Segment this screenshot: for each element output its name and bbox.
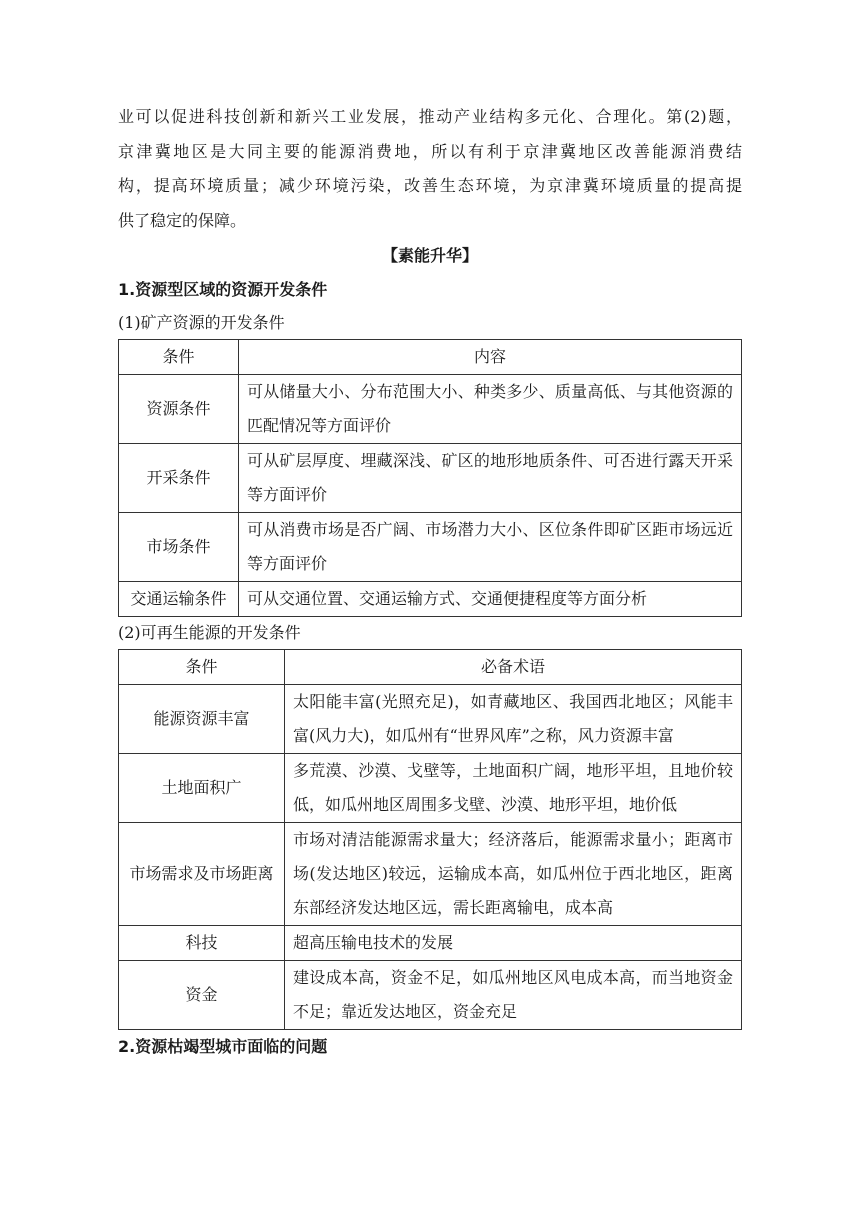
table-header-cell: 必备术语 — [285, 650, 742, 685]
content-cell: 可从交通位置、交通运输方式、交通便捷程度等方面分析 — [239, 582, 742, 617]
table-row — [119, 582, 742, 617]
intro-line: 京津冀地区是大同主要的能源消费地，所以有利于京津冀地区改善能源消费结 — [118, 141, 742, 161]
table-row — [119, 823, 742, 926]
table-header-row — [119, 340, 742, 375]
condition-cell: 能源资源丰富 — [119, 685, 285, 754]
intro-line: 供了稳定的保障。 — [118, 210, 247, 230]
renewable-conditions-table — [118, 649, 742, 1030]
table-row — [119, 513, 742, 582]
condition-cell: 资金 — [119, 961, 285, 1030]
content-cell: 可从消费市场是否广阔、市场潜力大小、区位条件即矿区距市场远近等方面评价 — [239, 513, 742, 582]
intro-line: 业可以促进科技创新和新兴工业发展，推动产业结构多元化、合理化。第(2)题， — [118, 107, 742, 126]
condition-cell: 开采条件 — [119, 444, 239, 513]
table-row — [119, 754, 742, 823]
table-header-cell: 内容 — [239, 340, 742, 375]
heading-1: 1.资源型区域的资源开发条件 — [118, 280, 328, 299]
intro-paragraph — [118, 100, 742, 238]
heading-2: 2.资源枯竭型城市面临的问题 — [118, 1037, 328, 1056]
content-cell: 多荒漠、沙漠、戈壁等，土地面积广阔，地形平坦，且地价较低，如瓜州地区周围多戈壁、沙漠、地形平坦，地价低 — [285, 754, 742, 823]
condition-cell: 土地面积广 — [119, 754, 285, 823]
condition-cell: 市场条件 — [119, 513, 239, 582]
table-row — [119, 444, 742, 513]
subheading-mineral: (1)矿产资源的开发条件 — [118, 313, 285, 332]
condition-cell: 交通运输条件 — [119, 582, 239, 617]
section-title: 【素能升华】 — [381, 246, 478, 265]
content-cell: 可从储量大小、分布范围大小、种类多少、质量高低、与其他资源的匹配情况等方面评价 — [239, 375, 742, 444]
table-row — [119, 685, 742, 754]
content-cell: 市场对清洁能源需求量大；经济落后，能源需求量小；距离市场(发达地区)较远，运输成本高，如瓜州位于西北地区，距离东部经济发达地区远，需长距离输电，成本高 — [285, 823, 742, 926]
table-header-cell: 条件 — [119, 650, 285, 685]
condition-cell: 资源条件 — [119, 375, 239, 444]
content-cell: 建设成本高，资金不足，如瓜州地区风电成本高，而当地资金不足；靠近发达地区，资金充足 — [285, 961, 742, 1030]
table-row — [119, 961, 742, 1030]
condition-cell: 科技 — [119, 926, 285, 961]
subheading-renewable: (2)可再生能源的开发条件 — [118, 623, 301, 642]
table-header-row — [119, 650, 742, 685]
table-header-cell: 条件 — [119, 340, 239, 375]
intro-line: 构，提高环境质量；减少环境污染，改善生态环境，为京津冀环境质量的提高提 — [118, 176, 742, 195]
content-cell: 超高压输电技术的发展 — [285, 926, 742, 961]
table-row — [119, 926, 742, 961]
document-page — [118, 100, 742, 1064]
table-row — [119, 375, 742, 444]
content-cell: 可从矿层厚度、埋藏深浅、矿区的地形地质条件、可否进行露天开采等方面评价 — [239, 444, 742, 513]
condition-cell: 市场需求及市场距离 — [119, 823, 285, 926]
mineral-conditions-table — [118, 339, 742, 617]
content-cell: 太阳能丰富(光照充足)，如青藏地区、我国西北地区；风能丰富(风力大)，如瓜州有“世界风库”之称，风力资源丰富 — [285, 685, 742, 754]
